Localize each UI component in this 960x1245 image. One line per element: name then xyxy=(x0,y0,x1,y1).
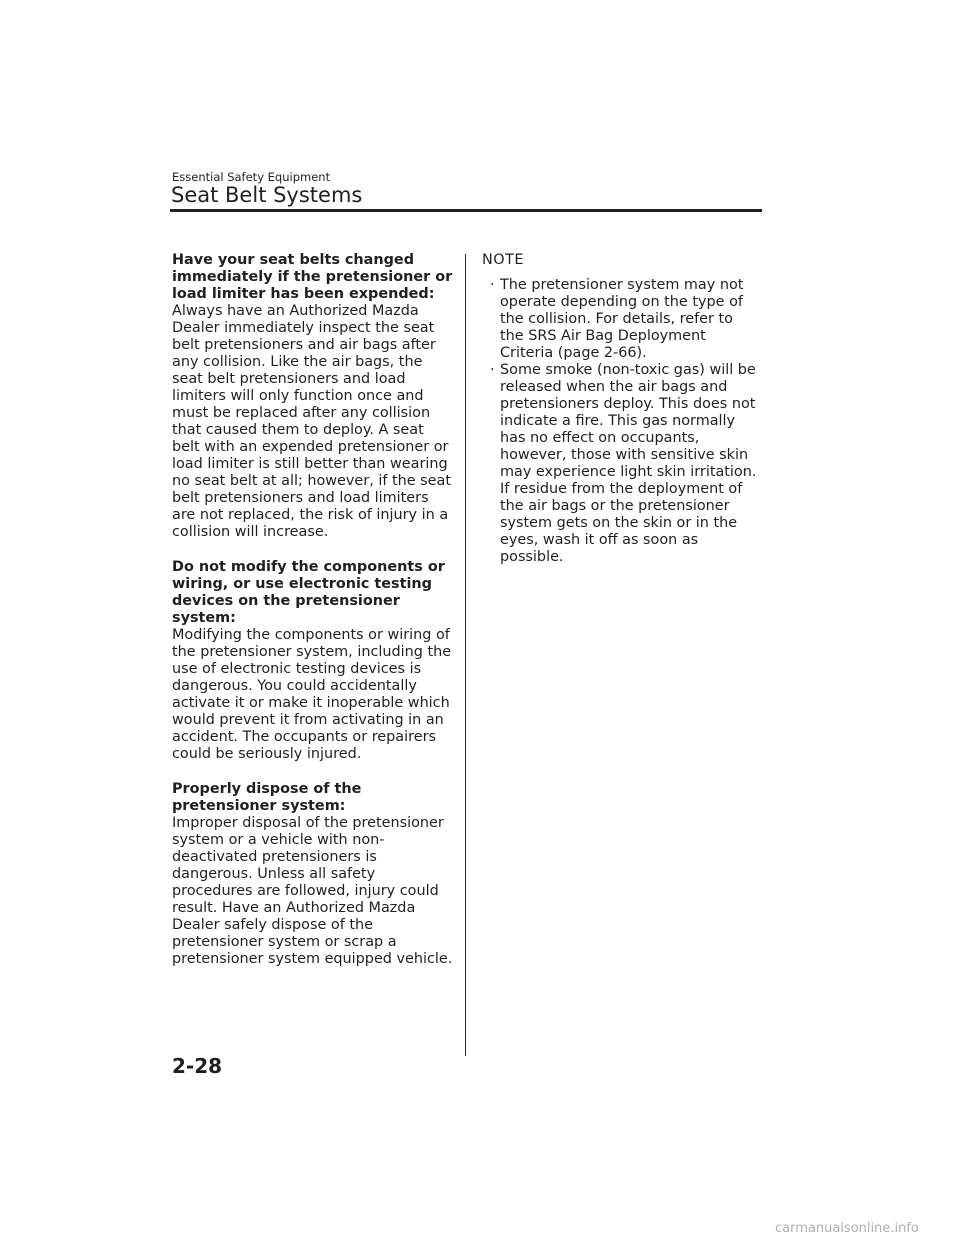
note-text: Some smoke (non-toxic gas) will be released when the air bags and pretensioners deploy. This does not indicate a fire. This gas normally has no effect on occupants, however, those with sensitive skin may experience light skin irritation. If residue from the deployment of the air bags or the pretensioner system gets on the skin or in the eyes, wash it off as soon as possible. xyxy=(500,362,757,565)
right-column xyxy=(482,252,760,566)
warning-heading: Do not modify the components or wiring, or use electronic testing devices on the pretensioner system: xyxy=(172,559,445,626)
warning-body: Improper disposal of the pretensioner system or a vehicle with non-deactivated pretensioners is dangerous. Unless all safety procedures are followed, injury could result. Have an Authorized Mazda Dealer safely dispose of the pretensioner system or scrap a pretensioner system equipped vehicle. xyxy=(172,815,453,967)
note-text: The pretensioner system may not operate depending on the type of the collision. For details, refer to the SRS Air Bag Deployment Criteria (page 2-66). xyxy=(500,277,744,361)
bullet-icon: · xyxy=(490,362,495,378)
warning-body: Always have an Authorized Mazda Dealer immediately inspect the seat belt pretensioners and air bags after any collision. Like the air bags, the seat belt pretensioners and load limiters will only function once and must be replaced after any collision that caused them to deploy. A seat belt with an expended pretensioner or load limiter is still better than wearing no seat belt at all; however, if the seat belt pretensioners and load limiters are not replaced, the risk of injury in a collision will increase. xyxy=(172,303,451,540)
page-title: Seat Belt Systems xyxy=(171,183,363,207)
warning-paragraph-dispose xyxy=(172,781,454,968)
warning-heading: Properly dispose of the pretensioner system: xyxy=(172,781,362,814)
page-number: 2-28 xyxy=(172,1054,223,1078)
list-item xyxy=(482,277,760,362)
warning-paragraph-expended xyxy=(172,252,454,541)
title-rule xyxy=(170,209,762,212)
warning-paragraph-modify xyxy=(172,559,454,763)
note-heading: NOTE xyxy=(482,252,524,268)
column-divider xyxy=(465,254,466,1056)
warning-heading: Have your seat belts changed immediately if the pretensioner or load limiter has been expended: xyxy=(172,252,453,302)
section-kicker: Essential Safety Equipment xyxy=(172,170,331,184)
warning-body: Modifying the components or wiring of the pretensioner system, including the use of electronic testing devices is dangerous. You could accidentally activate it or make it inoperable which would prevent it from activating in an accident. The occupants or repairers could be seriously injured. xyxy=(172,627,452,762)
watermark-text: carmanualsonline.info xyxy=(775,1221,919,1236)
list-item xyxy=(482,362,760,566)
left-column xyxy=(172,252,454,986)
bullet-icon: · xyxy=(490,277,495,293)
note-list xyxy=(482,277,760,566)
